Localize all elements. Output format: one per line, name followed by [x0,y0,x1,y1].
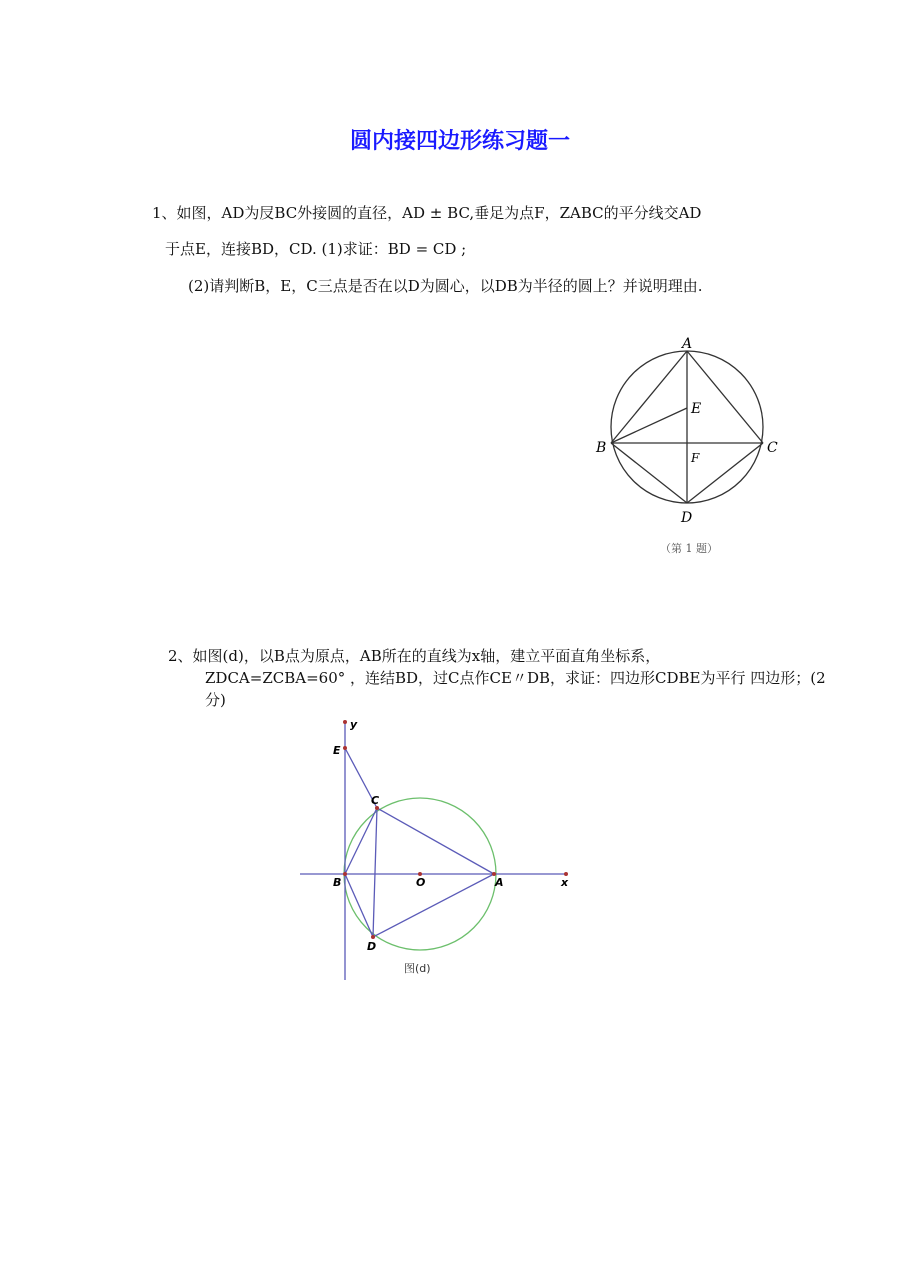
label-y: y [350,718,358,731]
q1-caption: （第 1 题） [660,542,718,555]
q2-line1: 2、如图(d)，以B点为原点，AB所在的直线为x轴，建立平面直角坐标系， [168,647,661,665]
q2-caption: 图(d) [404,962,431,975]
q2-line3: 分) [205,691,226,709]
q1-line2: 于点E，连接BD，CD. (1)求证：BD = CD ; [165,240,467,258]
q1-line3: (2)请判断B，E，C三点是否在以D为圆心，以DB为半径的圆上？并说明理由. [188,277,703,295]
label-a: A [495,876,504,889]
q2-line2: ZDCA=ZCBA=60° ，连结BD，过C点作CE〃DB，求证：四边形CDBE为平行 四边形；(2 [205,669,826,687]
label-e: E [333,744,341,757]
q1-line1: 1、如图，AD为㞋BC外接圆的直径，AD ± BC,垂足为点F，ZABC的平分线交AD [152,204,702,222]
label-a: A [682,336,693,352]
label-b: B [333,876,342,889]
label-x: x [561,876,569,889]
label-o: O [416,876,426,889]
label-c: C [371,794,380,807]
label-d: D [367,940,377,953]
label-b: B [596,440,607,456]
page-title: 圆内接四边形练习题一 [349,129,570,154]
label-d: D [681,510,693,526]
label-f: F [691,451,700,465]
label-c: C [767,440,778,456]
label-e: E [691,401,702,417]
